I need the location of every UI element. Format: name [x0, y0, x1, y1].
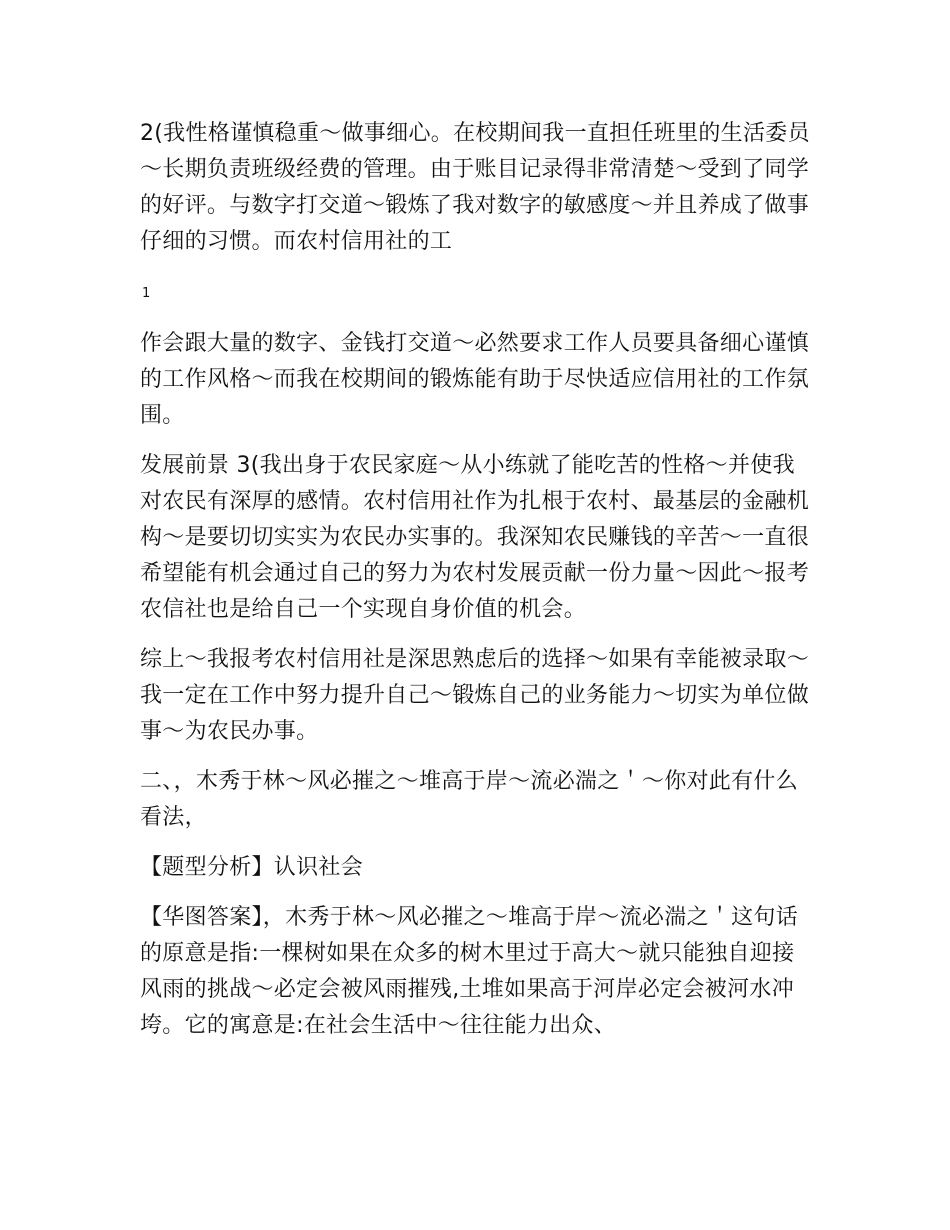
question-heading: 二、，木秀于林～风必摧之～堆高于岸～流必湍之＇～你对此有什么看法，: [140, 769, 799, 830]
document-page: [140, 116, 812, 1044]
answer-paragraph: 【华图答案】，木秀于林～风必摧之～堆高于岸～流必湍之＇这句话的原意是指:一棵树如果在众多的树木里过于高大～就只能独自迎接风雨的挑战～必定会被风雨摧残,土堆如果高于河岸必定会被河水冲垮。它的寓意是:在社会生活中～往往能力出众、: [140, 905, 799, 1038]
paragraph-prospects: 发展前景 3(我出身于农民家庭～从小练就了能吃苦的性格～并使我对农民有深厚的感情。农村信用社作为扎根于农村、最基层的金融机构～是要切切实实为农民办实事的。我深知农民赚钱的辛苦～一直很希望能有机会通过自己的努力为农村发展贡献一份力量～因此～报考农信社也是给自己一个实现自身价值的机会。: [140, 453, 810, 622]
paragraph-summary: 综上～我报考农村信用社是深思熟虑后的选择～如果有幸能被录取～我一定在工作中努力提升自己～锻炼自己的业务能力～切实为单位做事～为农民办事。: [140, 647, 810, 744]
paragraph-work-style: 作会跟大量的数字、金钱打交道～必然要求工作人员要具备细心谨慎的工作风格～而我在校期间的锻炼能有助于尽快适应信用社的工作氛围。: [140, 331, 810, 428]
paragraph-personality: 2(我性格谨慎稳重～做事细心。在校期间我一直担任班里的生活委员～长期负责班级经费的管理。由于账目记录得非常清楚～受到了同学的好评。与数字打交道～锻炼了我对数字的敏感度～并且养成了做事仔细的习惯。而农村信用社的工: [140, 121, 810, 254]
question-type-analysis: 【题型分析】认识社会: [140, 855, 364, 880]
page-number: 1: [142, 286, 151, 301]
